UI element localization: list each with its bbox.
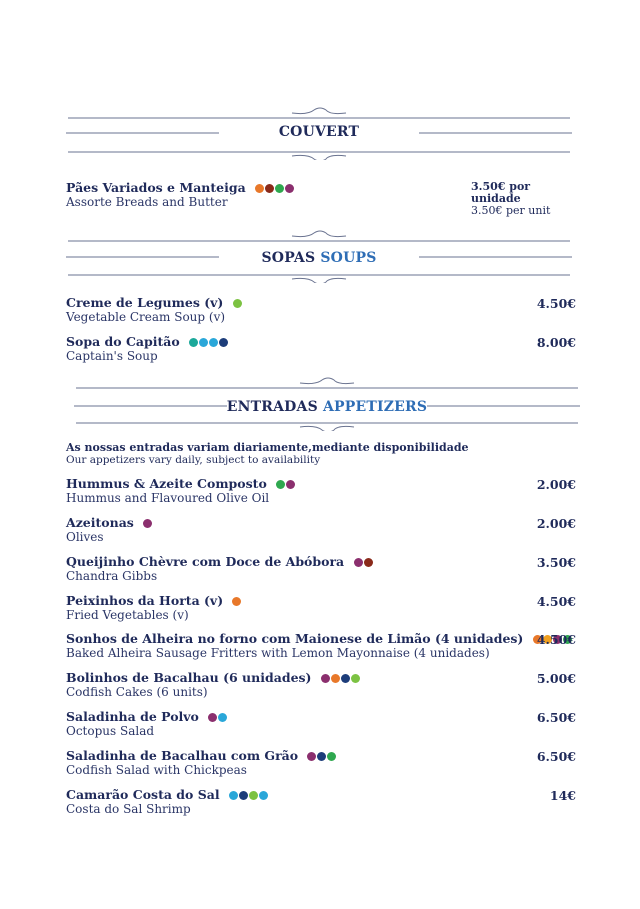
item-price: 14€ [549, 788, 576, 803]
allergen-icon [218, 713, 227, 722]
item-name: Azeitonas [66, 515, 134, 530]
price-pt: 3.50€ por unidade [471, 180, 531, 205]
section-title [64, 124, 574, 140]
allergen-icons [307, 750, 337, 764]
item-price: 4.50€ [536, 632, 576, 647]
allergen-icon [276, 480, 285, 489]
section-title [64, 250, 574, 266]
item-name: Hummus & Azeite Composto [66, 476, 267, 491]
item-price: 6.50€ [536, 749, 576, 764]
menu-item [66, 710, 576, 738]
note-pt: As nossas entradas variam diariamente,mediante disponibilidade [66, 441, 469, 454]
allergen-icon [259, 791, 268, 800]
menu-item [66, 477, 576, 505]
allergen-icons [189, 336, 229, 350]
item-translation: Vegetable Cream Soup (v) [66, 309, 226, 324]
allergen-icon [307, 752, 316, 761]
allergen-icons [208, 711, 228, 725]
price-en: 3.50€ per unit [471, 204, 551, 217]
item-price: 5.00€ [536, 671, 576, 686]
section-title-pt: ENTRADAS [226, 399, 318, 415]
section-title-pt: SOPAS [261, 250, 316, 266]
allergen-icon [229, 791, 238, 800]
section-title-pt: COUVERT [278, 124, 360, 140]
allergen-icons [276, 478, 296, 492]
section-header-soups [64, 229, 574, 283]
allergen-icon [249, 791, 258, 800]
item-price: 4.50€ [536, 296, 576, 311]
item-translation: Baked Alheira Sausage Fritters with Lemon Mayonnaise (4 unidades) [66, 645, 490, 660]
allergen-icon [208, 713, 217, 722]
item-price: 2.00€ [536, 516, 576, 531]
section-title-en: SOUPS [320, 250, 377, 266]
item-name: Queijinho Chèvre com Doce de Abóbora [66, 554, 345, 569]
allergen-icons [143, 517, 153, 531]
item-translation: Octopus Salad [66, 723, 155, 738]
allergen-icon [255, 184, 264, 193]
allergen-icon [275, 184, 284, 193]
allergen-icons [233, 297, 243, 311]
menu-item [66, 335, 576, 363]
item-name: Sopa do Capitão [66, 334, 180, 349]
allergen-icons [321, 672, 361, 686]
section-header-couvert [64, 106, 574, 160]
allergen-icon [331, 674, 340, 683]
allergen-icon [364, 558, 373, 567]
allergen-icon [317, 752, 326, 761]
item-price: 8.00€ [536, 335, 576, 350]
item-name: Pães Variados e Manteiga [66, 180, 246, 195]
item-translation: Codfish Cakes (6 units) [66, 684, 208, 699]
item-name: Peixinhos da Horta (v) [66, 593, 224, 608]
allergen-icon [189, 338, 198, 347]
allergen-icons [354, 556, 374, 570]
allergen-icon [239, 791, 248, 800]
menu-item [66, 749, 576, 777]
section-title [72, 399, 582, 415]
item-translation: Hummus and Flavoured Olive Oil [66, 490, 270, 505]
item-name: Saladinha de Bacalhau com Grão [66, 748, 299, 763]
item-price [471, 181, 576, 217]
allergen-icons [255, 182, 295, 196]
item-name: Bolinhos de Bacalhau (6 unidades) [66, 670, 312, 685]
allergen-icon [286, 480, 295, 489]
menu-item [66, 671, 576, 699]
item-name: Creme de Legumes (v) [66, 295, 224, 310]
allergen-icon [321, 674, 330, 683]
note-en: Our appetizers vary daily, subject to availability [66, 454, 321, 466]
item-price: 2.00€ [536, 477, 576, 492]
allergen-icon [351, 674, 360, 683]
item-translation: Olives [66, 529, 104, 544]
allergen-icon [265, 184, 274, 193]
menu-item [66, 788, 576, 816]
allergen-icon [341, 674, 350, 683]
menu-item [66, 516, 576, 544]
menu-item [66, 632, 576, 660]
menu-item [66, 296, 576, 324]
allergen-icon [209, 338, 218, 347]
item-name: Camarão Costa do Sal [66, 787, 220, 802]
section-title-en: APPETIZERS [322, 399, 428, 415]
menu-item [66, 594, 576, 622]
item-name: Saladinha de Polvo [66, 709, 199, 724]
menu-item [66, 555, 576, 583]
item-name: Sonhos de Alheira no forno com Maionese de Limão (4 unidades) [66, 631, 524, 646]
item-translation: Chandra Gibbs [66, 568, 158, 583]
menu-item-couvert [66, 180, 576, 217]
allergen-icon [219, 338, 228, 347]
allergen-icon [233, 299, 242, 308]
item-translation: Costa do Sal Shrimp [66, 801, 191, 816]
section-header-appetizers [72, 377, 582, 431]
allergen-icons [232, 595, 242, 609]
item-translation: Codfish Salad with Chickpeas [66, 762, 247, 777]
item-translation: Assorte Breads and Butter [66, 194, 228, 209]
allergen-icon [354, 558, 363, 567]
availability-note [66, 441, 469, 466]
allergen-icon [143, 519, 152, 528]
allergen-icons [229, 789, 269, 803]
allergen-icon [199, 338, 208, 347]
item-translation: Captain's Soup [66, 348, 158, 363]
item-price: 6.50€ [536, 710, 576, 725]
allergen-icon [232, 597, 241, 606]
allergen-icon [327, 752, 336, 761]
item-translation: Fried Vegetables (v) [66, 607, 189, 622]
item-price: 4.50€ [536, 594, 576, 609]
allergen-icon [285, 184, 294, 193]
item-price: 3.50€ [536, 555, 576, 570]
